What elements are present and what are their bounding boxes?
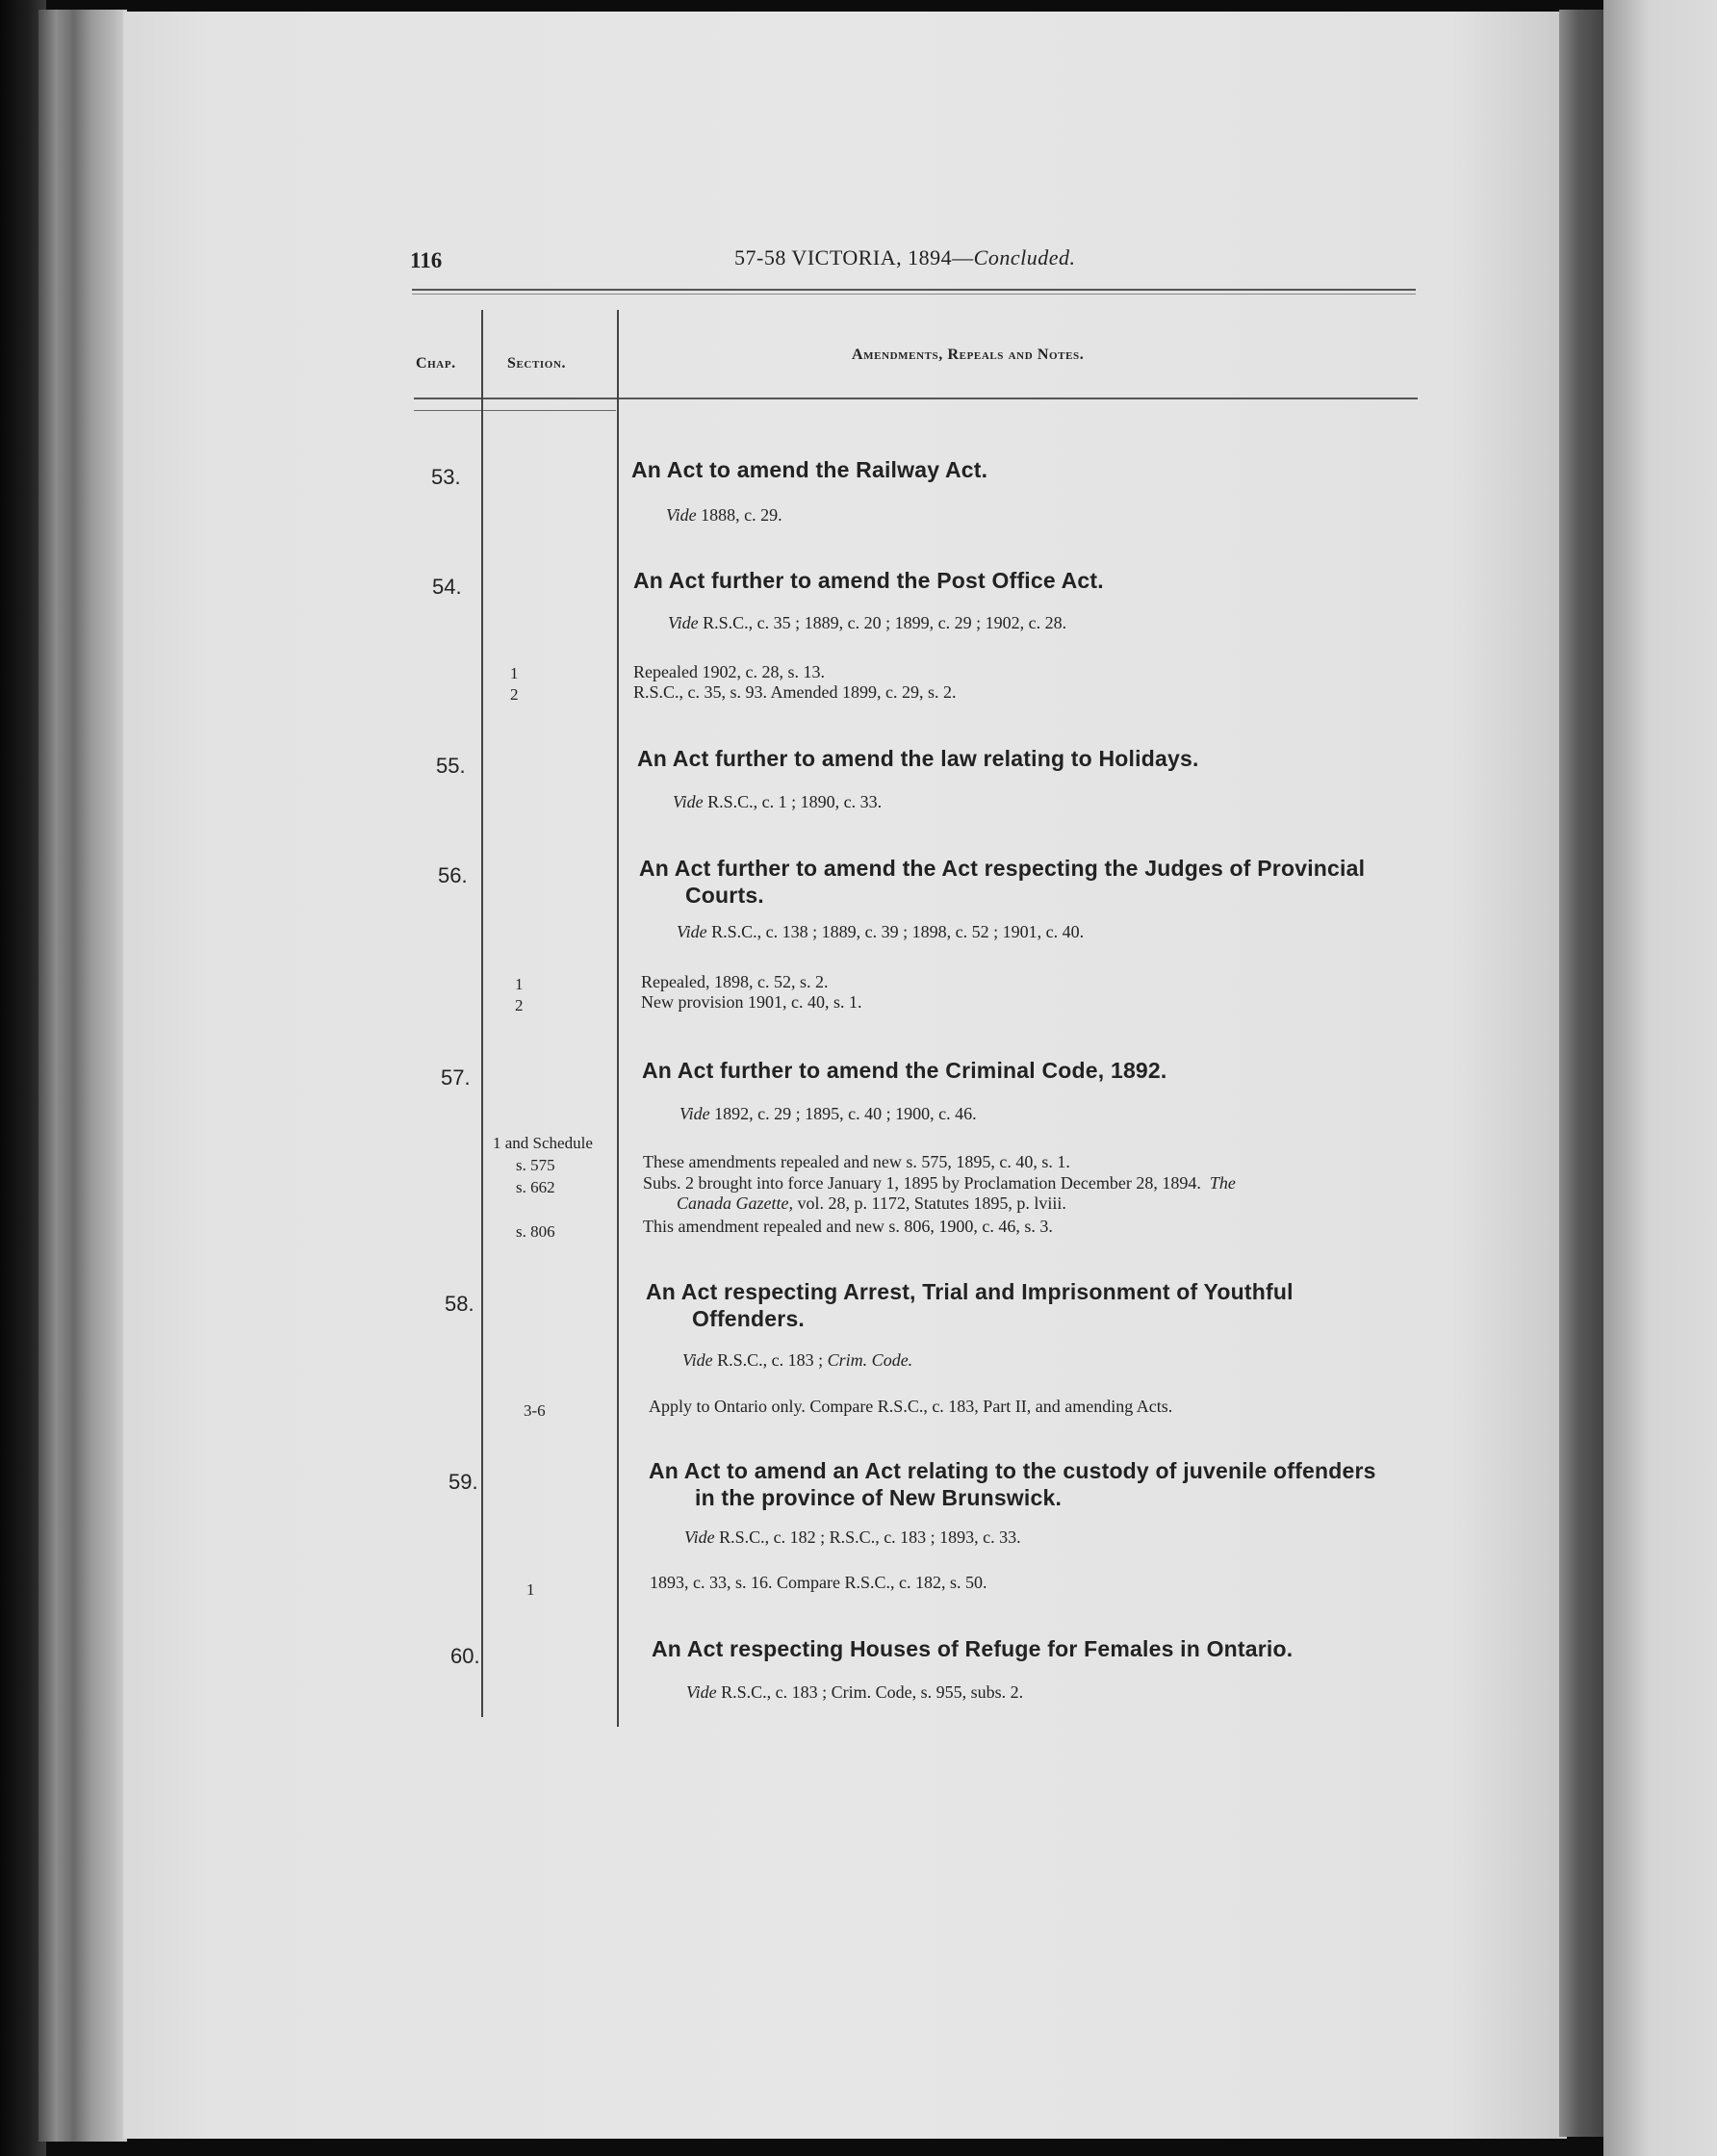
section-number: s. 575 — [516, 1156, 555, 1174]
act-title: An Act further to amend the Post Office Act. — [633, 568, 1104, 593]
column-head-rule-2 — [414, 410, 616, 411]
amendment-note: R.S.C., c. 35, s. 93. Amended 1899, c. 29, s. 2. — [633, 682, 957, 702]
adjacent-page — [1603, 0, 1717, 2156]
vide-reference: Vide R.S.C., c. 35 ; 1889, c. 20 ; 1899, c. 29 ; 1902, c. 28. — [668, 613, 1067, 632]
gazette-title-start: The — [1209, 1173, 1236, 1193]
column-head-notes: Amendments, Repeals and Notes. — [852, 346, 1085, 363]
amendment-note: Subs. 2 brought into force January 1, 1895 by Proclamation December 28, 1894. The — [643, 1173, 1236, 1193]
chapter-number: 60. — [450, 1644, 480, 1668]
vide-reference: Vide R.S.C., c. 183 ; Crim. Code. — [682, 1350, 913, 1370]
amendment-note-continued: Canada Gazette, vol. 28, p. 1172, Statutes 1895, p. lviii. — [677, 1194, 1066, 1213]
amendment-note: Apply to Ontario only. Compare R.S.C., c. 183, Part II, and amending Acts. — [649, 1397, 1173, 1416]
section-number: s. 662 — [516, 1178, 555, 1196]
chapter-number: 56. — [438, 863, 468, 887]
running-head-concluded: Concluded. — [973, 245, 1076, 270]
column-head-rule — [414, 398, 1418, 399]
crim-code: Crim. Code. — [827, 1350, 913, 1370]
header-rule-top — [412, 289, 1416, 291]
amendment-note: New provision 1901, c. 40, s. 1. — [641, 992, 862, 1012]
amendment-note: Repealed 1902, c. 28, s. 13. — [633, 662, 825, 681]
vide-reference: Vide R.S.C., c. 1 ; 1890, c. 33. — [673, 792, 883, 811]
header-rule-top-2 — [412, 294, 1416, 295]
vide-label: Vide — [677, 922, 707, 941]
act-title-line-2: Offenders. — [692, 1306, 806, 1331]
chapter-number: 55. — [436, 754, 466, 778]
chapter-number: 59. — [448, 1470, 478, 1494]
act-title: An Act respecting Houses of Refuge for Females in Ontario. — [652, 1636, 1294, 1661]
column-rule-chap-section — [481, 310, 483, 1717]
vide-label: Vide — [668, 613, 699, 632]
section-number: 1 — [510, 664, 519, 682]
act-title: An Act further to amend the Criminal Code, 1892. — [642, 1058, 1167, 1083]
act-title-line-1: An Act respecting Arrest, Trial and Imprisonment of Youthful — [646, 1279, 1294, 1304]
gazette-title: Canada Gazette, — [677, 1194, 793, 1213]
section-number: s. 806 — [516, 1222, 555, 1241]
section-number: 1 — [515, 975, 524, 993]
act-title: An Act to amend the Railway Act. — [631, 457, 988, 482]
column-head-chap: Chap. — [416, 355, 456, 372]
vide-label: Vide — [679, 1104, 710, 1123]
act-title — [649, 1457, 1376, 1511]
amendment-note: 1893, c. 33, s. 16. Compare R.S.C., c. 182, s. 50. — [650, 1573, 987, 1592]
amendment-note: These amendments repealed and new s. 575, 1895, c. 40, s. 1. — [643, 1152, 1070, 1171]
section-number: 1 and Schedule — [493, 1134, 593, 1152]
vide-label: Vide — [684, 1527, 715, 1547]
column-rule-section-notes — [617, 310, 619, 1727]
chapter-number: 57. — [441, 1065, 471, 1090]
act-title — [639, 855, 1365, 909]
vide-label: Vide — [673, 792, 704, 811]
act-title-line-1: An Act to amend an Act relating to the custody of juvenile offenders — [649, 1458, 1376, 1483]
act-title-line-2: in the province of New Brunswick. — [695, 1485, 1063, 1510]
vide-reference: Vide R.S.C., c. 138 ; 1889, c. 39 ; 1898, c. 52 ; 1901, c. 40. — [677, 922, 1085, 941]
vide-reference: Vide R.S.C., c. 183 ; Crim. Code, s. 955, subs. 2. — [686, 1682, 1024, 1702]
page-number: 116 — [410, 248, 443, 272]
act-title-line-1: An Act further to amend the Act respecting the Judges of Provincial — [639, 856, 1366, 881]
chapter-number: 58. — [445, 1292, 474, 1316]
act-title: An Act further to amend the law relating to Holidays. — [637, 746, 1199, 771]
act-title-line-2: Courts. — [685, 883, 764, 908]
column-head-section: Section. — [507, 355, 567, 372]
vide-label: Vide — [686, 1682, 717, 1702]
section-number: 2 — [510, 685, 519, 704]
amendment-note: Repealed, 1898, c. 52, s. 2. — [641, 972, 829, 991]
vide-label: Vide — [666, 505, 697, 525]
section-number: 1 — [526, 1580, 535, 1599]
amendment-note: This amendment repealed and new s. 806, 1900, c. 46, s. 3. — [643, 1217, 1053, 1236]
running-head-text: 57-58 VICTORIA, 1894— — [734, 245, 974, 270]
section-number: 2 — [515, 996, 524, 1014]
vide-reference: Vide R.S.C., c. 182 ; R.S.C., c. 183 ; 1893, c. 33. — [684, 1527, 1021, 1547]
chapter-number: 54. — [432, 575, 462, 599]
chapter-number: 53. — [431, 465, 461, 489]
page-fore-edge — [1559, 10, 1605, 2137]
act-title — [646, 1278, 1294, 1332]
vide-reference: Vide 1888, c. 29. — [666, 505, 782, 525]
book-binding-edge — [38, 10, 127, 2142]
vide-reference: Vide 1892, c. 29 ; 1895, c. 40 ; 1900, c. 46. — [679, 1104, 977, 1123]
section-number: 3-6 — [524, 1401, 546, 1420]
vide-label: Vide — [682, 1350, 713, 1370]
running-head — [734, 245, 1075, 270]
